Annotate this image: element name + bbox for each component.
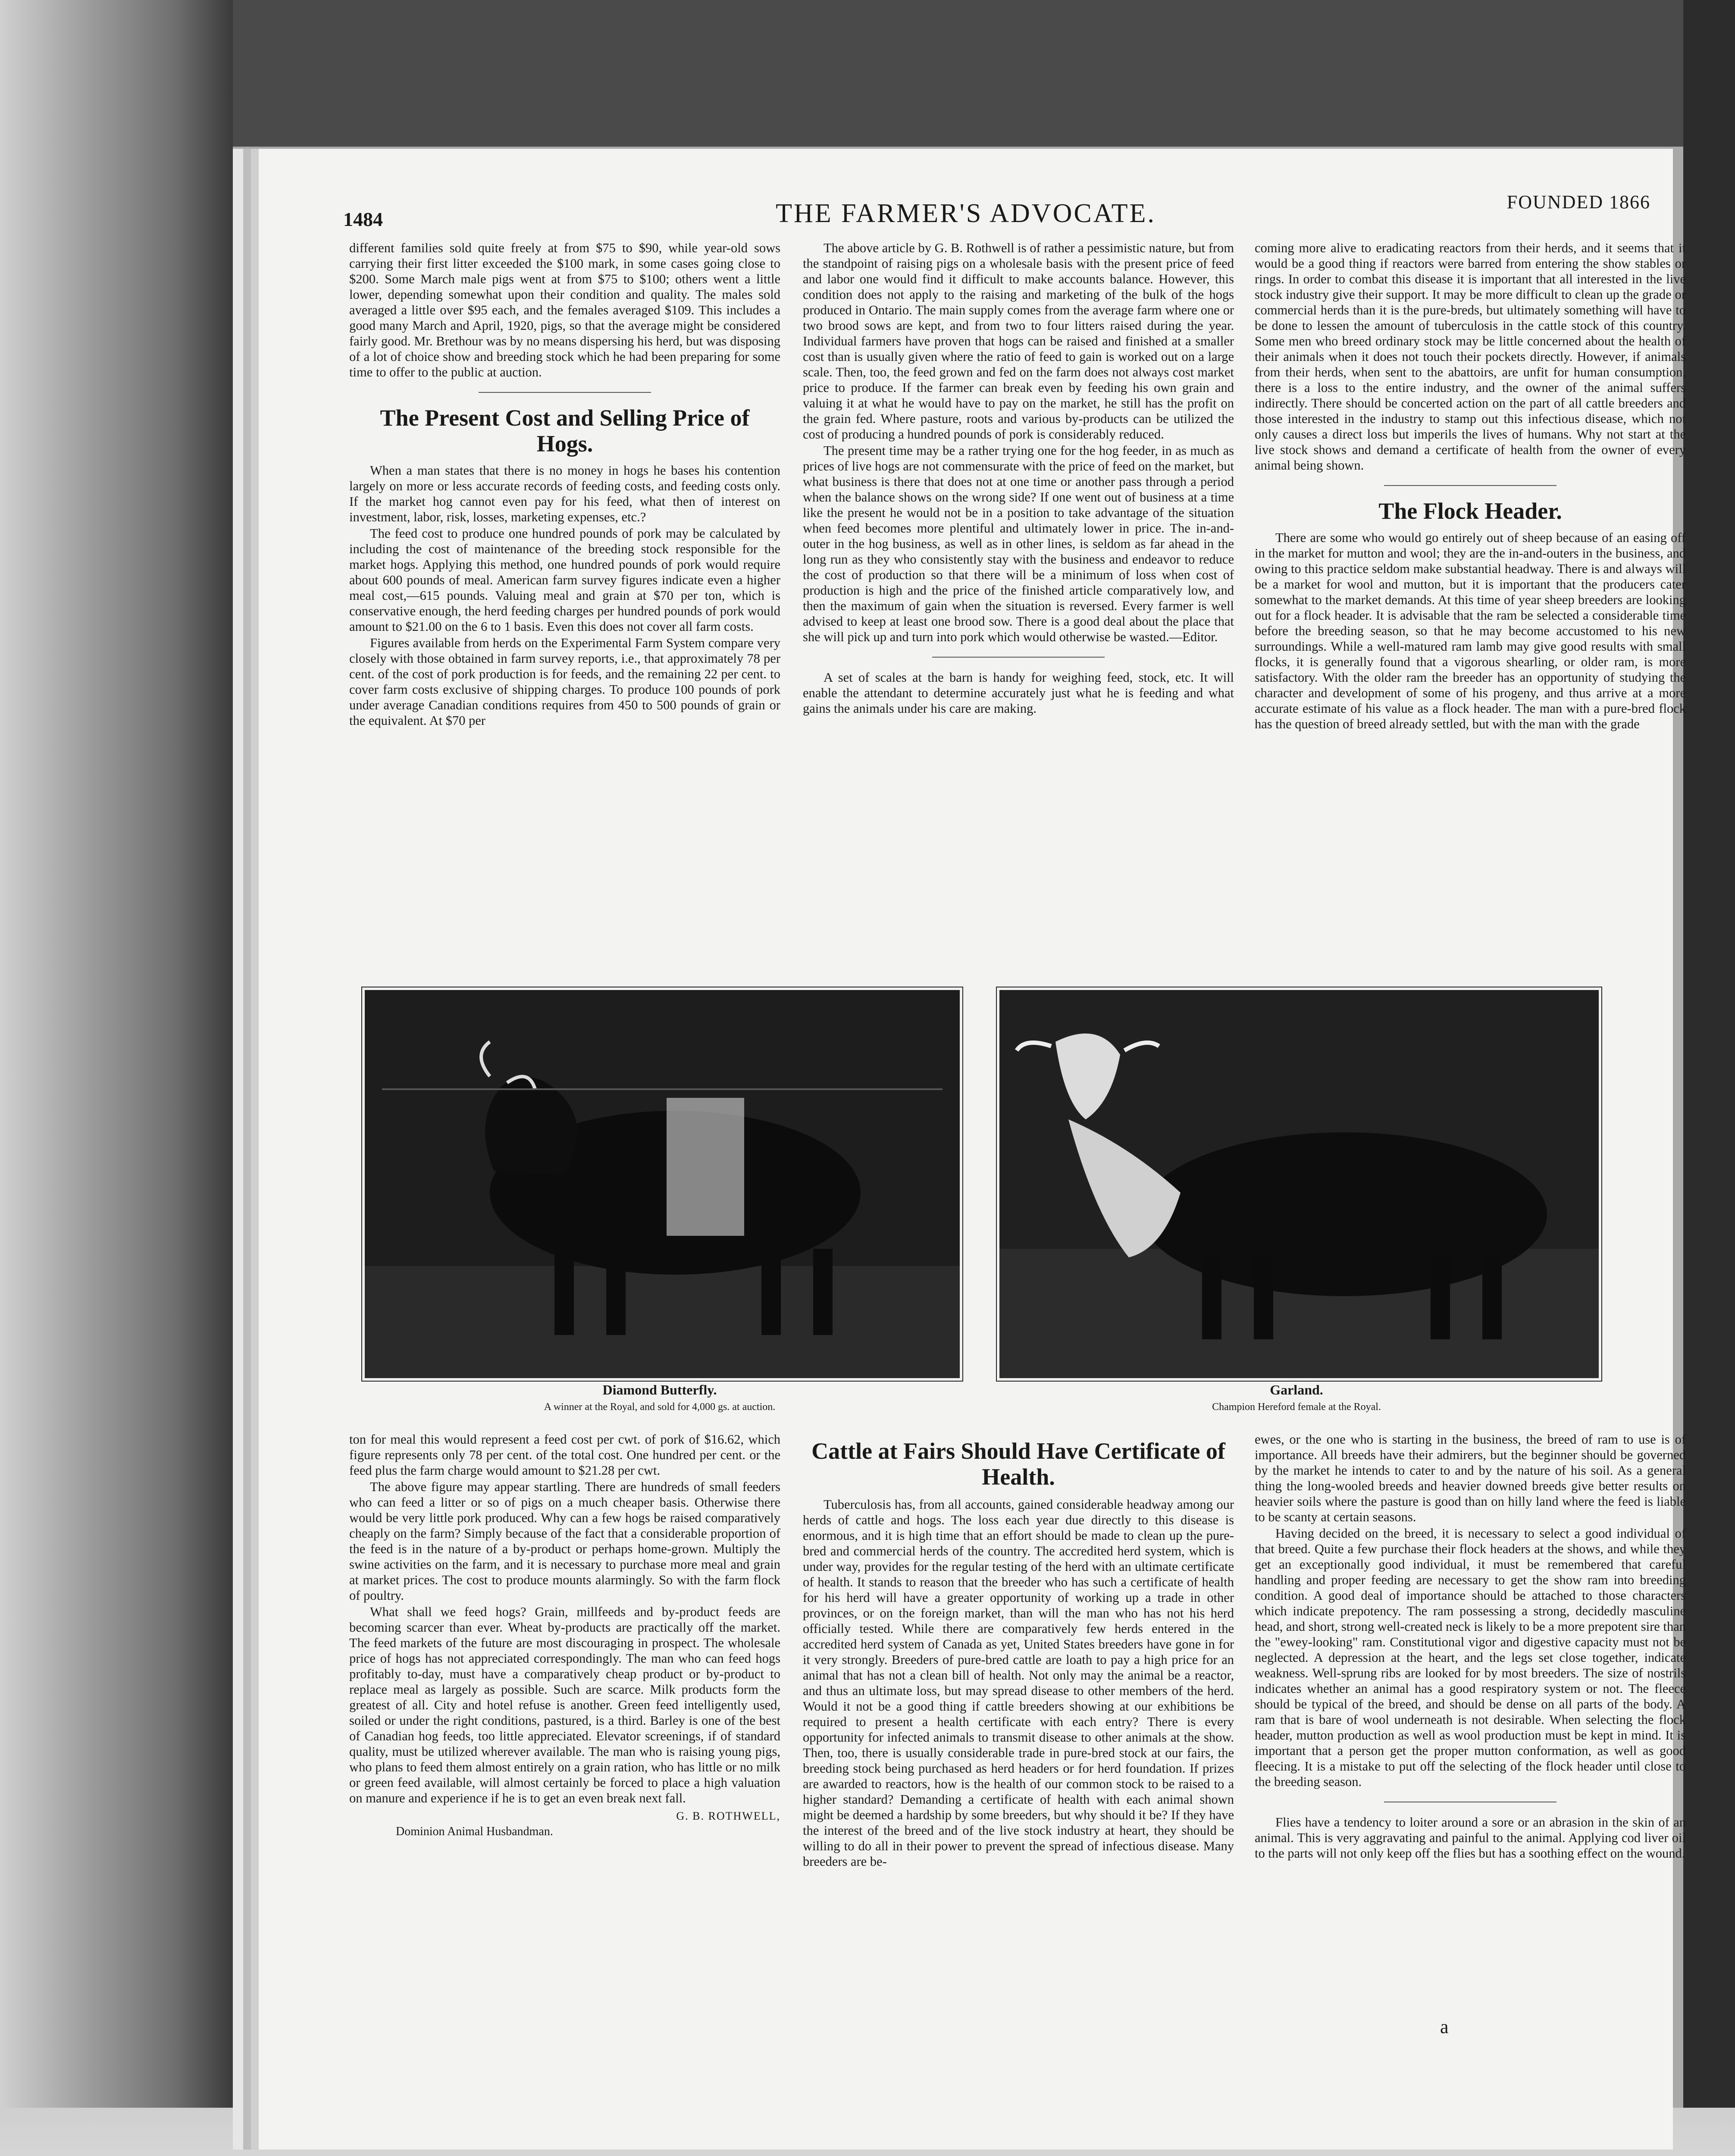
article-headline: The Present Cost and Selling Price of Hogs. [380, 405, 750, 457]
column-2-top [803, 240, 1234, 717]
divider [1384, 485, 1556, 486]
cow-illustration [999, 990, 1599, 1378]
article-paragraph: coming more alive to eradicating reactors from their herds, and it seems that it would be a good thing if reactors were barred from entering the show stables or rings. In order to combat this disease it is important that all interested in the live stock industry give their support. It may be more difficult to clean up the grade or commercial herds than it is the pure-breds, but ultimately something will have to be done to lessen the amount of tuberculosis in the cattle stock of this country. Some men who breed ordinary stock may be little concerned about the health of their animals when it does not touch their pockets directly. However, if animals from their herds, when sent to the abattoirs, are unfit for human consumption, there is a loss to the entire industry, and the owner of the animal suffers indirectly. There should be concerted action on the part of all cattle breeders and those interested in the industry to stamp out this infectious disease, which not only causes a direct loss but imperils the lives of humans. Why not start at the live stock shows and demand a certificate of health from the owner of every animal being shown. [1255, 241, 1686, 473]
article-paragraph: ewes, or the one who is starting in the business, the breed of ram to use is of importance. All breeds have their admirers, but the beginner should be governed by the market he intends to cater to and by the nature of his soil. As a general thing the long-wooled breeds and heavier downed breeds give better results on heavier soils where the pasture is good than on hilly land where the feed is liable to be scanty at certain seasons. [1255, 1432, 1686, 1524]
article-headline: The Flock Header. [1378, 498, 1562, 524]
author-affiliation: Dominion Animal Husbandman. [396, 1825, 553, 1838]
article-paragraph: The feed cost to produce one hundred pounds of pork may be calculated by including the cost of maintenance of the breeding stock responsible for the market hogs. Applying this method, one hundred pounds of pork would require about 600 pounds of meal. American farm survey figures indicate even a higher meal cost,—615 pounds. Valuing meal and grain at $70 per ton, which is conservative enough, the herd feeding charges per hundred pounds of pork would amount to $21.00 on the 6 to 1 basis. Even this does not cover all farm costs. [349, 526, 780, 634]
photo-diamond-butterfly [362, 987, 962, 1381]
article-paragraph: ton for meal this would represent a feed cost per cwt. of pork of $16.62, which figure represents only 78 per cent. of the total cost. One hundred per cent. or the feed plus the farm charge would amount to $21.28 per cwt. [349, 1432, 780, 1478]
scan-left-margin [0, 0, 233, 2156]
column-3-bottom [1255, 1432, 1686, 1862]
divider [932, 657, 1105, 658]
footer-letter: a [1440, 2016, 1449, 2037]
photo-caption-title: Diamond Butterfly. [602, 1382, 717, 1398]
masthead-title: THE FARMER'S ADVOCATE. [776, 199, 1156, 228]
founded-note: FOUNDED 1866 [1506, 191, 1650, 213]
article-paragraph: The present time may be a rather trying one for the hog feeder, in as much as prices of live hogs are not commensurate with the price of feed on the market, but what business is there that does not at one time or another pass through a period when the balance shows on the wrong side? If one went out of business at a time like the present he would not be in a position to take advantage of the situation when feed becomes more plentiful and ultimately lower in price. The in-and-outer in the hog business, as well as in other lines, is seldom as far ahead in the long run as they who consistently stay with the business and endeavor to reduce the cost of production so that there will be a minimum of loss when cost of production is high and the price of the finished article comparatively low, and then the maximum of gain when the situation is reversed. Every farmer is well advised to keep at least one brood sow. There is a good deal about the place that she will pick up and turn into pork which would otherwise be wasted.—Editor. [803, 443, 1234, 644]
photo-caption-title: Garland. [1270, 1382, 1323, 1398]
article-paragraph: Figures available from herds on the Experimental Farm System compare very closely with those obtained in farm survey reports, i.e., that approximately 78 per cent. of the cost of pork production is for feeds, and the remaining 22 per cent. to cover farm costs exclusive of shipping charges. To produce 100 pounds of pork under average Canadian conditions requires from 450 to 500 pounds of grain or the equivalent. At $70 per [349, 636, 780, 728]
column-1-top [349, 240, 780, 729]
scan-right-edge [1683, 0, 1735, 2156]
article-paragraph: There are some who would go entirely out of sheep because of an easing off in the market for mutton and wool; they are the in-and-outers in the business, and owing to this practice seldom make substantial headway. There is and always will be a market for wool and mutton, but it is important that the producers cater somewhat to the market demands. At this time of year sheep breeders are looking out for a flock header. It is advisable that the ram be selected a considerable time before the breeding season, so that he may become accustomed to his new surroundings. While a well-matured ram lamb may give good results with small flocks, it is generally found that a vigorous shearling, or older ram, is more satisfactory. With the older ram the breeder has an opportunity of studying the character and development of some of his progeny, and thus arrive at a more accurate estimate of his value as a flock header. The man with a pure-bred flock has the question of breed already settled, but with the man with the grade [1255, 530, 1686, 731]
bull-illustration [365, 990, 960, 1378]
column-3-top [1255, 240, 1686, 733]
article-paragraph: The above figure may appear startling. There are hundreds of small feeders who can feed a litter or so of pigs on a much cheaper basis. Otherwise there would be very little pork produced. Why can a few hogs be raised comparatively cheaply on the farm? Simply because of the fact that a considerable proportion of the feed is in the nature of a by-product or perhaps home-grown. Multiply the swine activities on the farm, and it is necessary to purchase more meal and grain at market prices. The cost to produce mounts alarmingly. So with the farm flock of poultry. [349, 1479, 780, 1603]
column-2-bottom [803, 1438, 1234, 1870]
article-paragraph: different families sold quite freely at from $75 to $90, while year-old sows carrying their first litter exceeded the $100 mark, in some cases going close to $200. Some March male pigs went at from $75 to $100; others went a little lower, depending somewhat upon their condition and quality. The males sold averaged a little over $95 each, and the females averaged $109. This includes a good many March and April, 1920, pigs, so that the average might be considered fairly good. Mr. Brethour was by no means dispersing his herd, but was disposing of a lot of choice show and breeding stock which he had been preparing for some time to offer to the public at auction. [349, 241, 780, 379]
newspaper-page [259, 149, 1686, 2150]
article-paragraph: What shall we feed hogs? Grain, millfeeds and by-product feeds are becoming scarcer than ever. Wheat by-products are practically off the market. The feed markets of the future are most discouraging in prospect. The wholesale price of hogs has not appreciated correspondingly. The man who can feed hogs profitably to-day, must have a comparatively cheap product or by-product to replace meal as largely as possible. Such are scarce. Milk products form the greatest of all. City and hotel refuse is another. Green feed intelligently used, soiled or under the right conditions, pastured, is a third. Barley is one of the best of Canadian hog feeds, too little appreciated. Elevator screenings, if of standard quality, must be utilized wherever available. The man who is raising young pigs, who plans to feed them almost entirely on a grain ration, who has little or no milk or green feed available, will almost certainly be forced to place a high valuation on manure and experience if he is to get an even break next fall. [349, 1604, 780, 1805]
article-paragraph: Tuberculosis has, from all accounts, gained considerable headway among our herds of cattle and hogs. The loss each year due directly to this disease is enormous, and it is high time that an effort should be made to clean up the pure-bred and commercial herds of the country. The accredited herd system, which is under way, provides for the regular testing of the herd with an ultimate certificate of health. It stands to reason that the breeder who has such a certificate of health for his herd will have a greater opportunity of working up a trade in other provinces, or on the foreign market, than will the man who has not his herd officially tested. While there are comparatively few herds entered in the accredited herd system of Canada as yet, United States breeders have gone in for it very strongly. Breeders of pure-bred cattle are loath to pay a high price for an animal that has not a clean bill of health. Not only may the animal be a reactor, and thus an ultimate loss, but may spread disease to other members of the herd. Would it not be a good thing if cattle breeders showing at our exhibitions be required to present a health certificate with each entry? There is every opportunity for infected animals to transmit disease to other animals at the show. Then, too, there is usually considerable trade in pure-bred stock at our fairs, the breeding stock being purchased as herd headers or for herd foundation. If prizes are awarded to reactors, how is the health of our common stock to be raised to a higher standard? Demanding a certificate of health with each animal shown might be deemed a hardship by some breeders, but why should it be? If they have the interest of the breed and of the live stock industry at heart, they should be willing to do all in their power to prevent the spread of infectious disease. Many breeders are be- [803, 1497, 1234, 1869]
photo-garland [997, 987, 1601, 1381]
article-paragraph: When a man states that there is no money in hogs he bases his contention largely on more or less accurate records of feeding costs, and feeding costs only. If the market hog cannot even pay for his feed, what then of interest on investment, labor, risk, losses, marketing expenses, etc.? [349, 463, 780, 524]
article-paragraph: Flies have a tendency to loiter around a sore or an abrasion in the skin of an animal. This is very aggravating and painful to the animal. Applying cod liver oil to the parts will not only keep off the flies but has a soothing effect on the wound. [1255, 1815, 1686, 1861]
article-paragraph: Having decided on the breed, it is necessary to select a good individual of that breed. Quite a few purchase their flock headers at the shows, and while they get an exceptionally good individual, it must be remembered that careful handling and proper feeding are necessary to get the show ram into breeding condition. A good deal of importance should be attached to those characters which indicate prepotency. The ram possessing a strong, decidedly masculine head, and short, strong well-created neck is likely to be a more prepotent sire than the "ewey-looking" ram. Constitutional vigor and digestive capacity must not be neglected. A depression at the heart, and the legs set close together, indicate weakness. Well-sprung ribs are looked for by most breeders. The size of nostrils indicates whether an animal has a good respiratory system or not. The fleece should be typical of the breed, and should be dense on all parts of the body. A ram that is bare of wool underneath is not desirable. When selecting the flock header, mutton production as well as wool production must be kept in mind. It is important that a person get the proper mutton conformation, as well as good fleecing. It is a mistake to put off the selecting of the flock header until close to the breeding season. [1255, 1526, 1686, 1789]
article-headline: Cattle at Fairs Should Have Certificate of Health. [811, 1438, 1225, 1490]
photo-caption-text: Champion Hereford female at the Royal. [1212, 1401, 1381, 1413]
author-signature: G. B. ROTHWELL, [676, 1810, 780, 1822]
page-number: 1484 [343, 208, 383, 230]
column-1-bottom [349, 1432, 780, 1840]
photo-caption-text: A winner at the Royal, and sold for 4,000 gs. at auction. [544, 1401, 776, 1413]
divider [479, 392, 651, 393]
scan-top-shadow [0, 0, 1735, 147]
article-paragraph: The above article by G. B. Rothwell is of rather a pessimistic nature, but from the standpoint of raising pigs on a wholesale basis with the present price of feed and labor one would find it difficult to make accounts balance. However, this condition does not apply to the raising and marketing of the bulk of the hogs produced in Ontario. The main supply comes from the average farm where one or two brood sows are kept, and from two to four litters raised during the year. Individual farmers have proven that hogs can be raised and finished at a smaller cost than is usually given where the ratio of feed to gain is worked out on a large scale. Then, too, the feed grown and fed on the farm does not always cost market price to produce. If the farmer can break even by feeding his own grain and valuing it at what he would have to pay on the market, he still has the profit on the grain fed. Where pasture, roots and various by-products can be utilized the cost of producing a hundred pounds of pork is considerably reduced. [803, 241, 1234, 442]
article-paragraph: A set of scales at the barn is handy for weighing feed, stock, etc. It will enable the attendant to determine accurately just what he is feeding and what gains the animals under his care are making. [803, 670, 1234, 716]
